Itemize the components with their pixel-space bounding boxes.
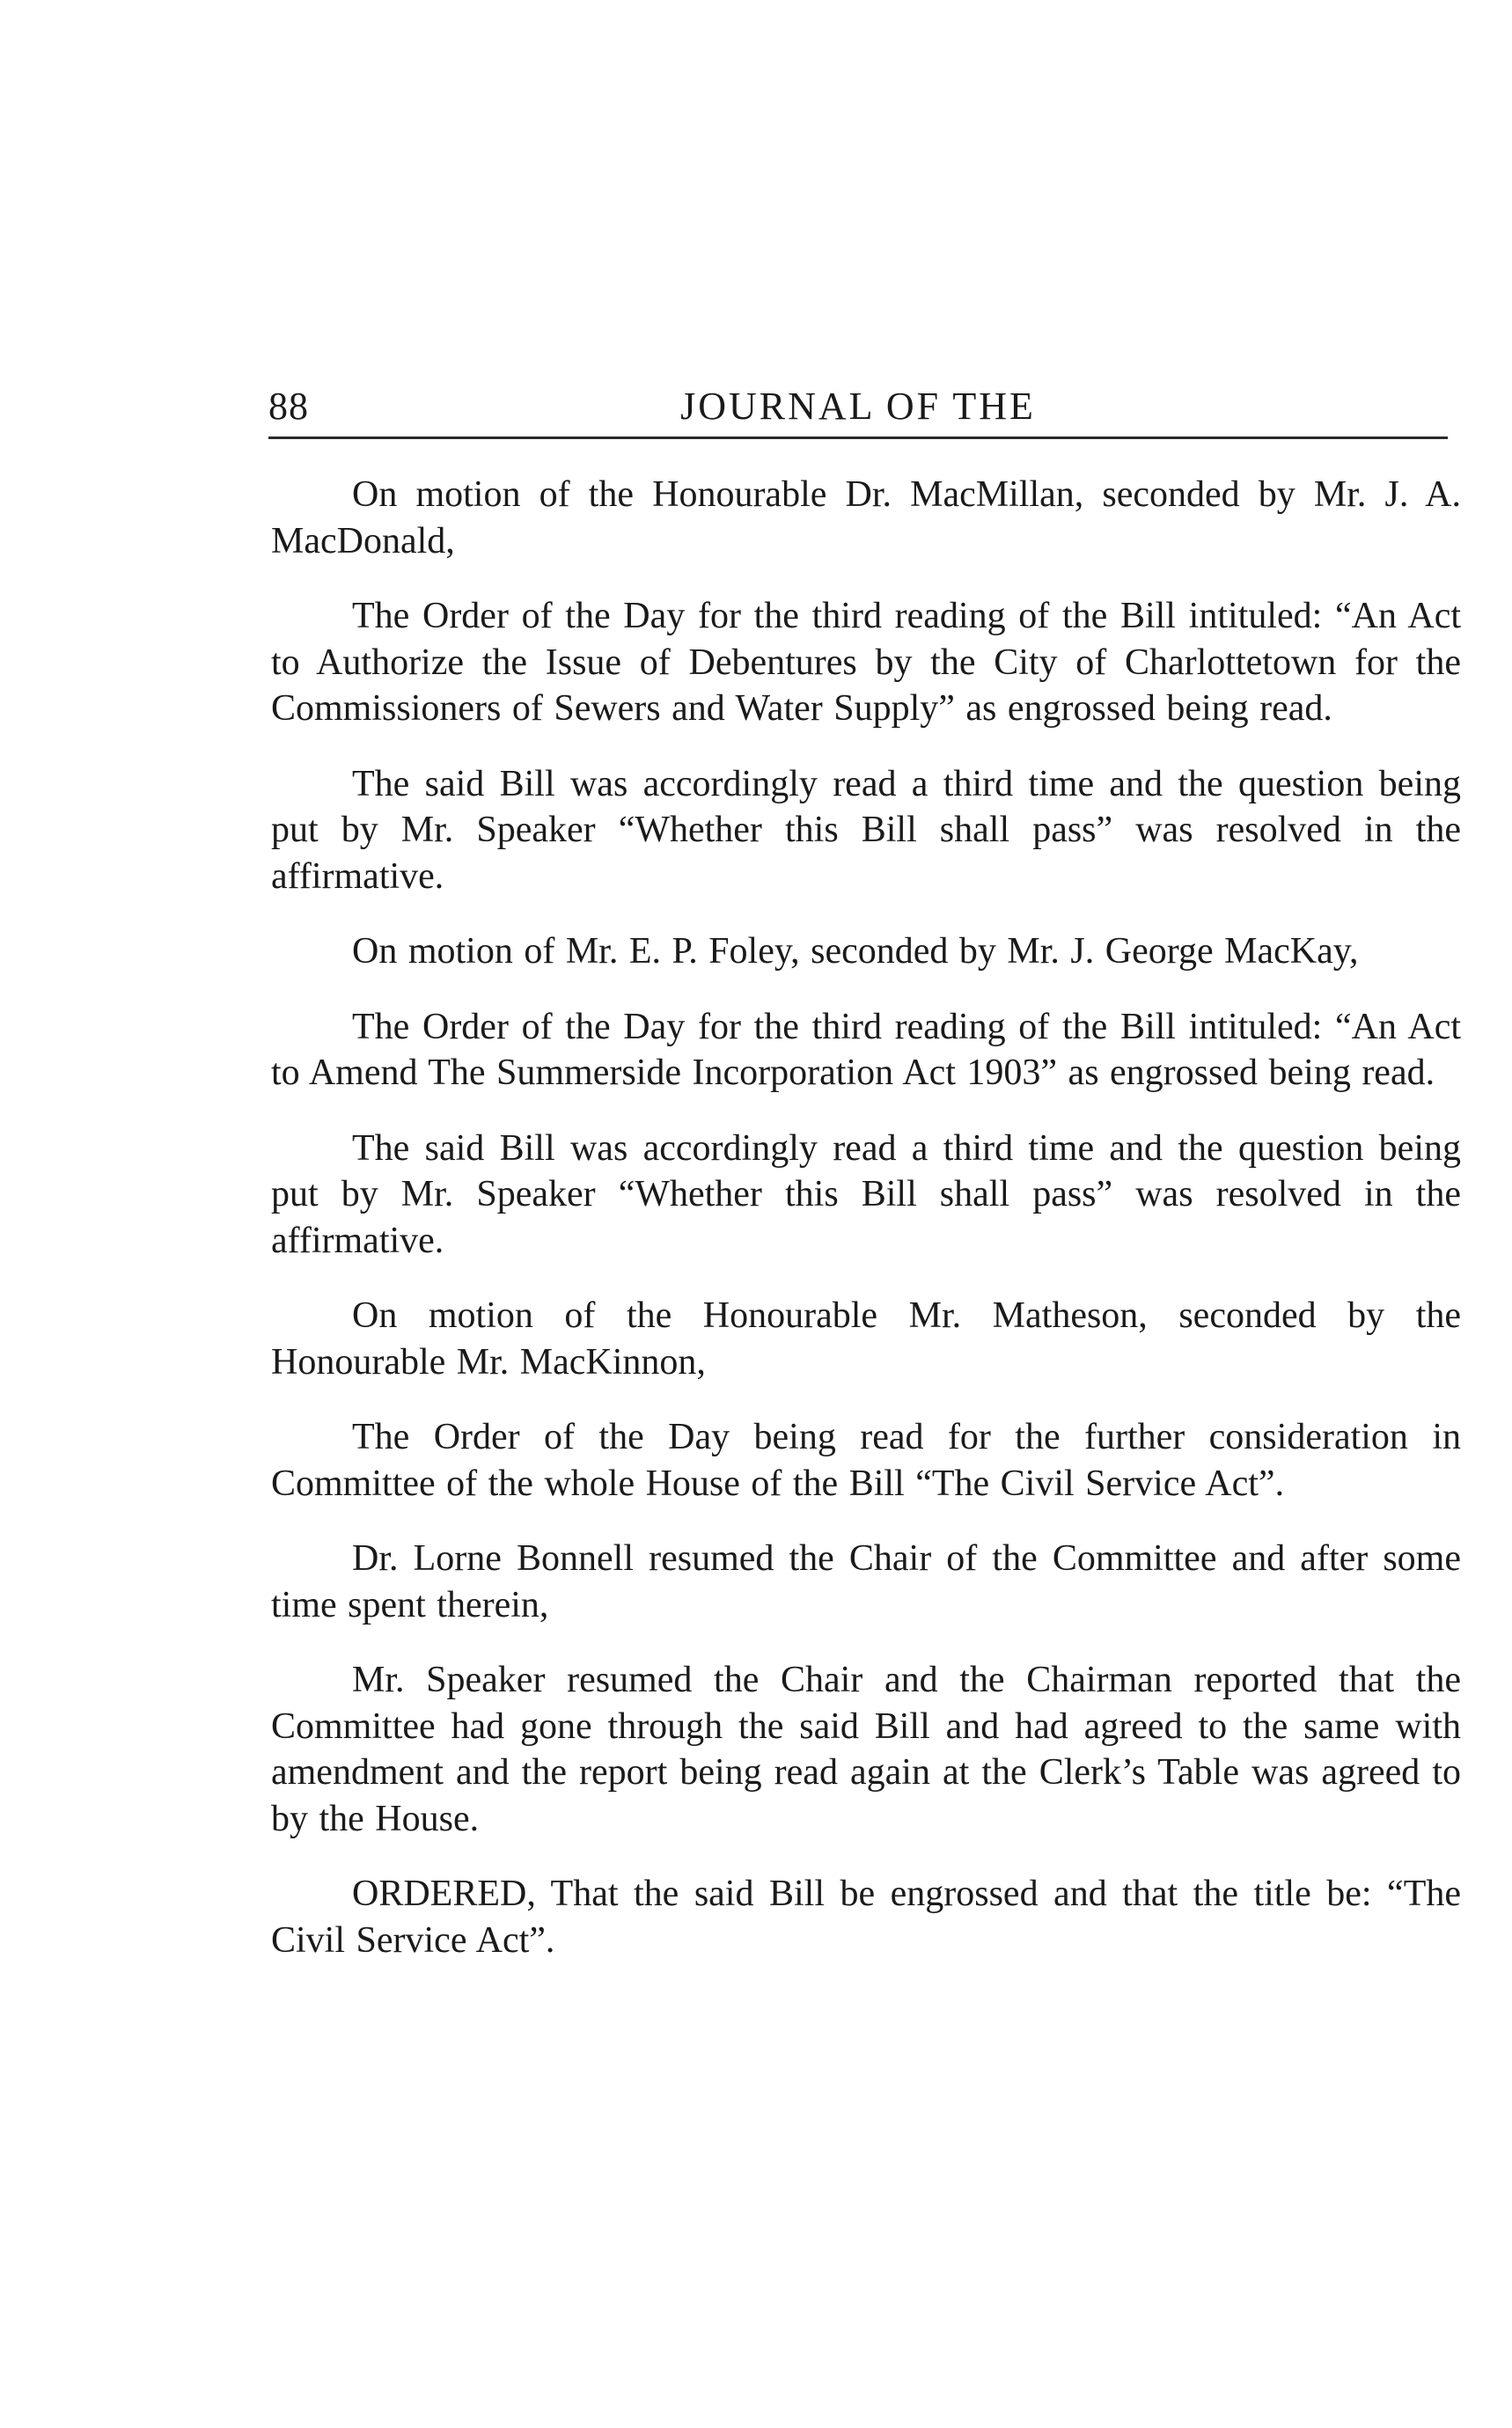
paragraph-motion-1: On motion of the Honourable Dr. MacMillan, seconded by Mr. J. A. MacDonald, <box>271 474 1461 561</box>
page-header <box>268 380 1448 433</box>
running-head: JOURNAL OF THE <box>680 385 1036 428</box>
paragraph-speaker-report: Mr. Speaker resumed the Chair and the Chairman reported that the Committee had gone through the said Bill and had agreed to the same with amendment and the report being read again at the Clerk’s Table was agreed to by the House. <box>271 1660 1461 1839</box>
paragraph-motion-3: On motion of the Honourable Mr. Matheson, seconded by the Honourable Mr. MacKinnon, <box>271 1295 1461 1383</box>
paragraph-resolution-1: The said Bill was accordingly read a third time and the question being put by Mr. Speaker “Whether this Bill shall pass” was resolved in the affirmative. <box>271 763 1461 897</box>
paragraph-motion-2: On motion of Mr. E. P. Foley, seconded by Mr. J. George MacKay, <box>352 931 1359 972</box>
header-rule <box>268 436 1448 439</box>
paragraph-resolution-2: The said Bill was accordingly read a third time and the question being put by Mr. Speaker “Whether this Bill shall pass” was resolved in the affirmative. <box>271 1127 1461 1261</box>
paragraph-committee-chair: Dr. Lorne Bonnell resumed the Chair of the Committee and after some time spent therein, <box>271 1538 1461 1625</box>
page-number: 88 <box>268 385 309 428</box>
paragraph-ordered: ORDERED, That the said Bill be engrossed and that the title be: “The Civil Service Act”. <box>271 1874 1461 1961</box>
paragraph-order-civil-service: The Order of the Day being read for the further consideration in Committee of the whole House of the Bill “The Civil Service Act”. <box>271 1417 1461 1504</box>
journal-body <box>271 472 1461 1992</box>
paragraph-order-debentures: The Order of the Day for the third reading of the Bill intituled: “An Act to Authorize the Issue of Debentures by the City of Charlottetown for the Commissioners of Sewers and Water Supply” as engrossed being read. <box>271 596 1461 729</box>
paragraph-order-summerside: The Order of the Day for the third reading of the Bill intituled: “An Act to Amend The Summerside Incorporation Act 1903” as engrossed being read. <box>271 1006 1461 1093</box>
